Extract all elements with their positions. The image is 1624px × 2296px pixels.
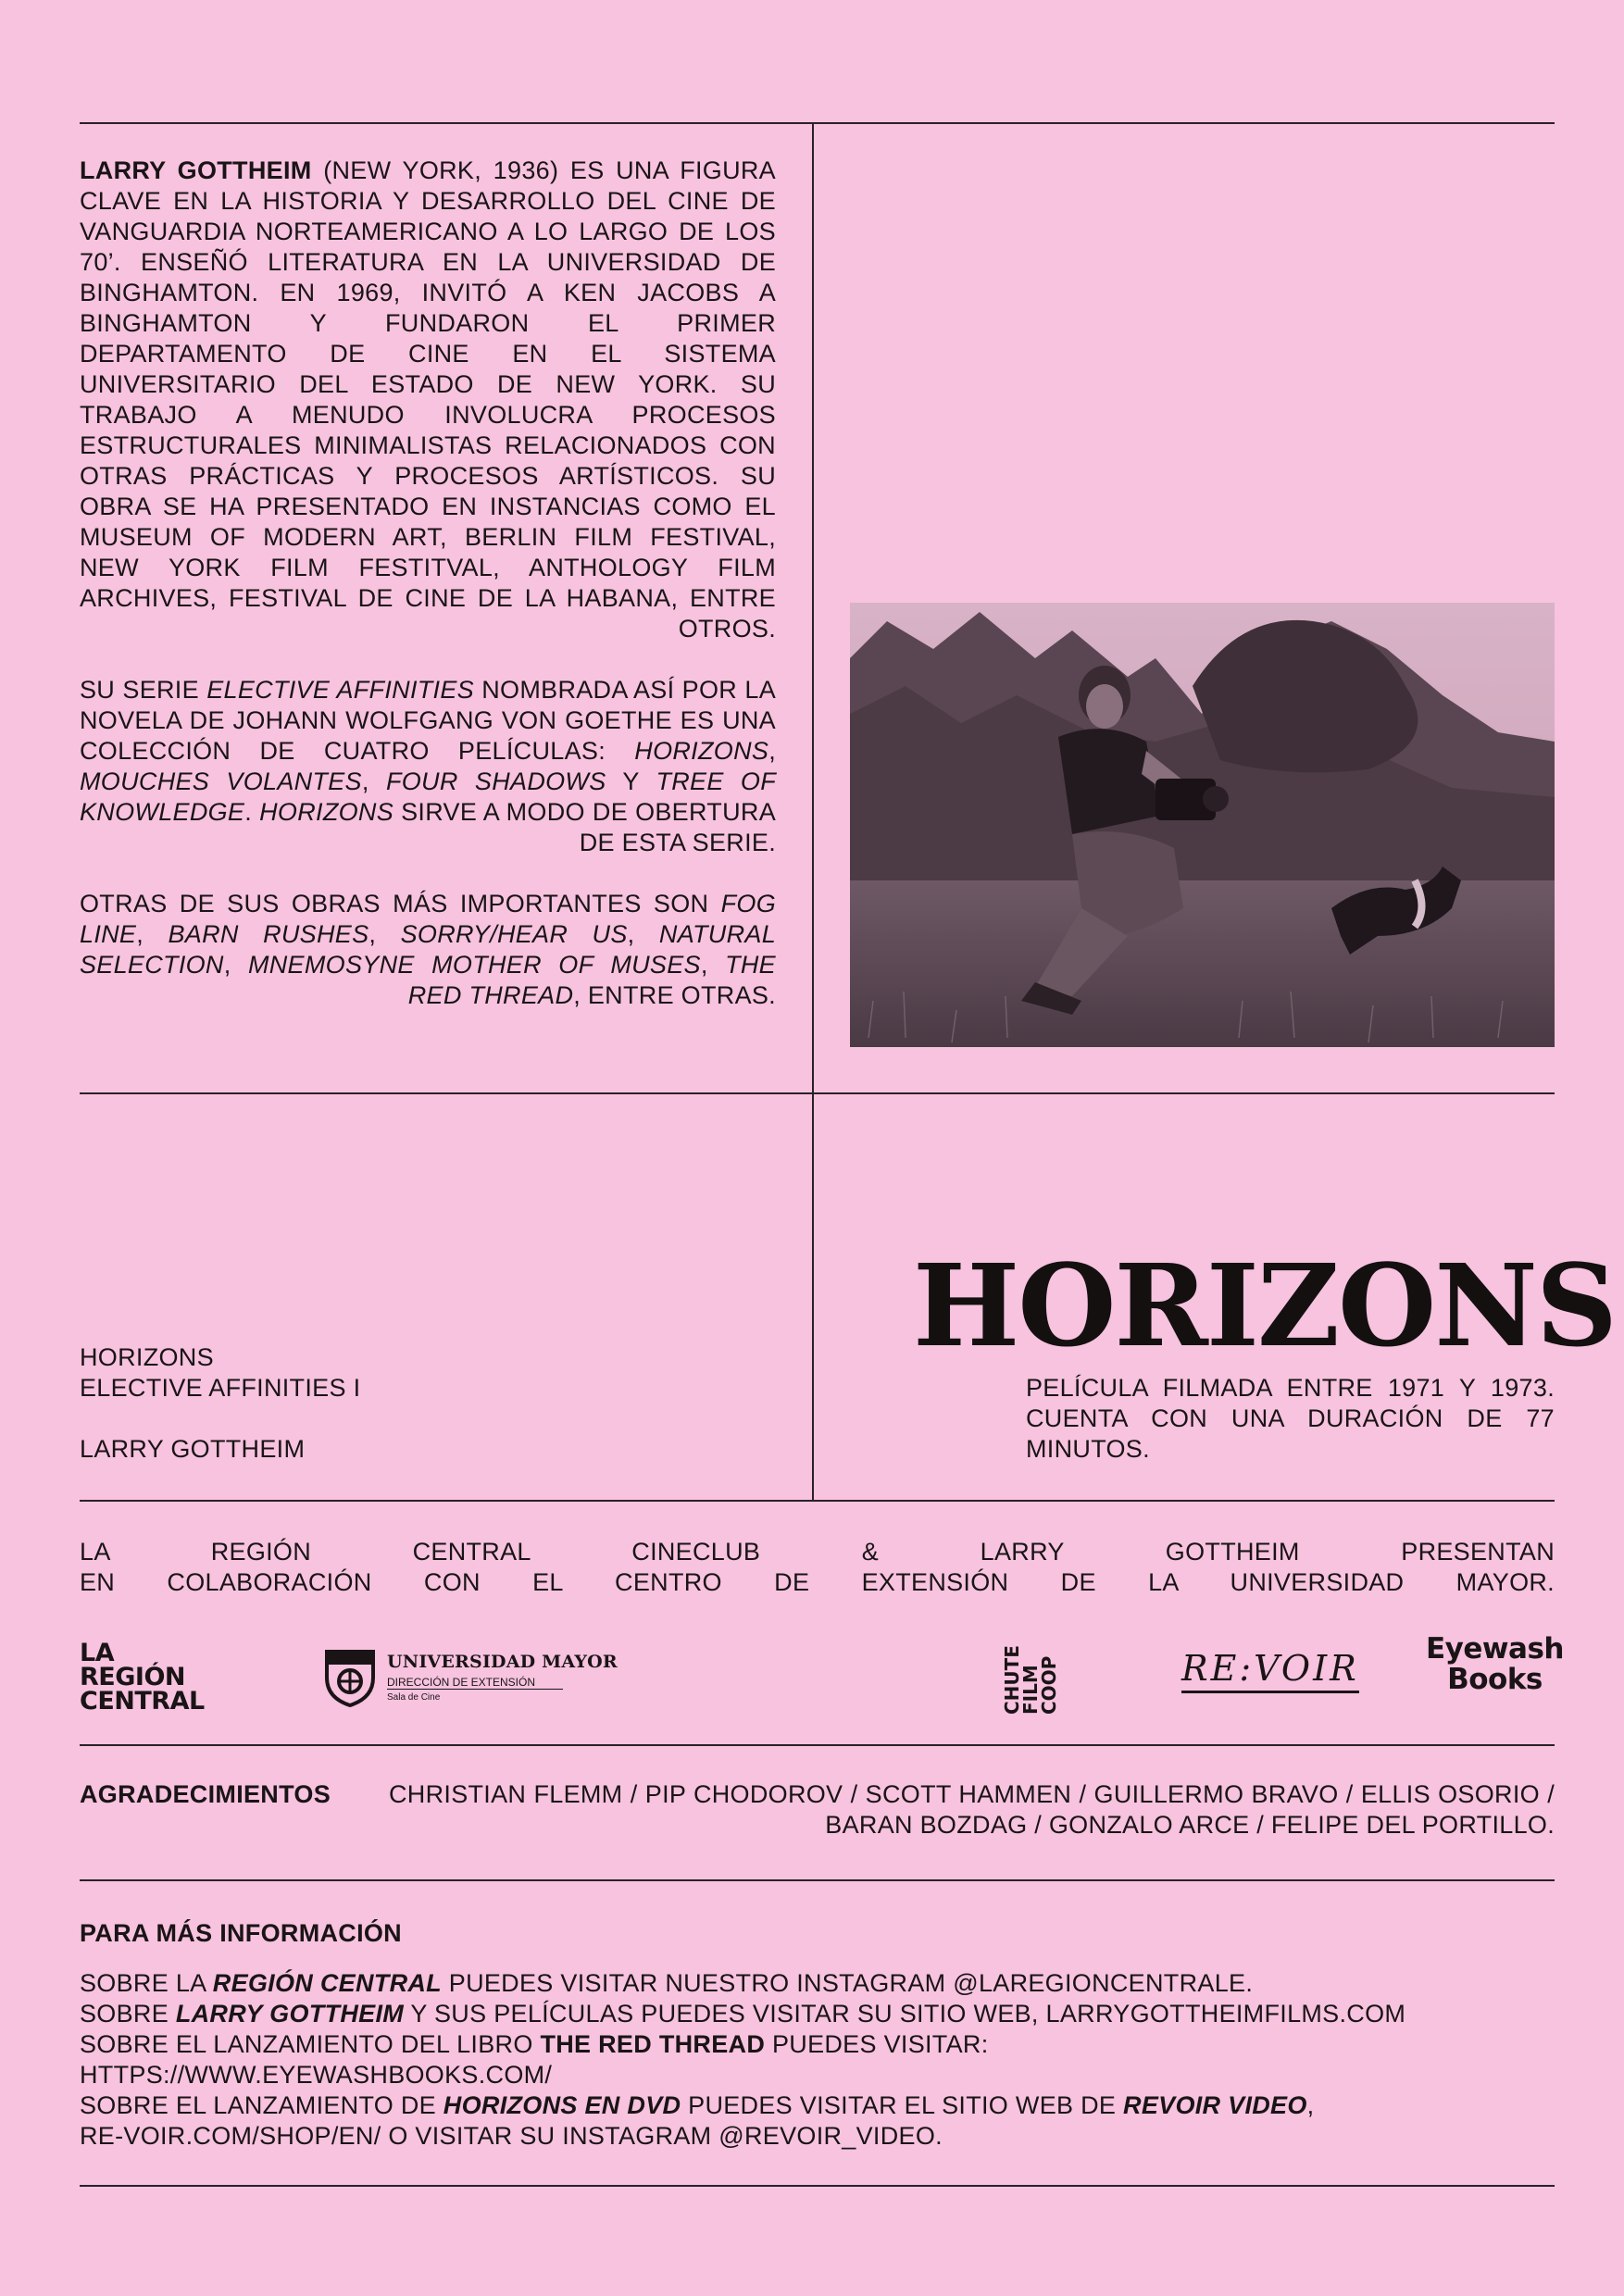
info-link[interactable]: RE-VOIR.COM/SHOP/EN/ O VISITAR SU INSTAGRAM @REVOIR_VIDEO. bbox=[80, 2122, 943, 2150]
film-photo bbox=[850, 603, 1555, 1047]
bio-paragraph-2 bbox=[80, 675, 776, 858]
logo-text: CENTRAL bbox=[80, 1687, 205, 1716]
logo-text: Books bbox=[1447, 1663, 1543, 1696]
divider-logos bbox=[80, 1744, 1555, 1746]
chute-film-coop-logo bbox=[996, 1639, 1080, 1722]
info-line bbox=[80, 1999, 1555, 2029]
divider-top bbox=[80, 122, 1555, 124]
info-text: , bbox=[1306, 2091, 1315, 2119]
page-title: HORIZONS bbox=[913, 1239, 1616, 1372]
info-section bbox=[80, 1968, 1555, 2152]
bio-paragraph-1 bbox=[80, 156, 776, 644]
info-line bbox=[80, 2029, 1555, 2060]
bio-text: NOMBRADA ASÍ POR LA NOVELA DE JOHANN WOLFGANG VON GOETHE ES UNA COLECCIÓN DE CUATRO PELÍCULAS: bbox=[80, 676, 776, 765]
bio-text: SU SERIE bbox=[80, 676, 207, 704]
bio-text: SIRVE A MODO DE OBERTURA DE ESTA SERIE. bbox=[394, 798, 777, 856]
info-line bbox=[80, 1968, 1555, 1999]
info-text: SOBRE EL LANZAMIENTO DEL LIBRO bbox=[80, 2030, 541, 2058]
credit-director: LARRY GOTTHEIM bbox=[80, 1435, 306, 1463]
info-heading: PARA MÁS INFORMACIÓN bbox=[80, 1919, 402, 1947]
credit-spacer bbox=[80, 1404, 635, 1434]
bio-text: , bbox=[369, 920, 401, 948]
bio-text: OTRAS DE SUS OBRAS MÁS IMPORTANTES SON bbox=[80, 890, 721, 917]
bio-paragraph-3 bbox=[80, 889, 776, 1011]
work-title: THE RED THREAD bbox=[407, 951, 776, 1009]
info-text: SOBRE LA bbox=[80, 1969, 213, 1997]
divider-thanks bbox=[80, 1879, 1555, 1881]
region-central-logo bbox=[80, 1641, 205, 1714]
info-emphasis: HORIZONS EN DVD bbox=[443, 2091, 681, 2119]
logo-text: CHUTE bbox=[1001, 1645, 1023, 1715]
bio-text: Y bbox=[606, 767, 656, 795]
logo-text: DIRECCIÓN DE EXTENSIÓN bbox=[387, 1676, 536, 1689]
director-name: LARRY GOTTHEIM bbox=[80, 156, 312, 184]
bio-text: , bbox=[223, 951, 248, 979]
divider-mid bbox=[80, 1092, 1555, 1094]
info-emphasis: LARRY GOTTHEIM bbox=[175, 2000, 405, 2028]
partner-logos bbox=[80, 1632, 1564, 1717]
divider-credits bbox=[80, 1500, 1555, 1502]
work-title: MNEMOSYNE MOTHER OF MUSES bbox=[247, 951, 701, 979]
info-link[interactable]: Y SUS PELÍCULAS PUEDES VISITAR SU SITIO WEB, LARRYGOTTHEIMFILMS.COM bbox=[404, 2000, 1406, 2028]
work-title: FOG LINE bbox=[80, 890, 776, 948]
info-link[interactable]: HTTPS://WWW.EYEWASHBOOKS.COM/ bbox=[80, 2061, 553, 2089]
eyewash-books-logo bbox=[1426, 1634, 1564, 1695]
film-description: PELÍCULA FILMADA ENTRE 1971 Y 1973. CUENTA CON UNA DURACIÓN DE 77 MINUTOS. bbox=[1026, 1374, 1555, 1463]
logo-text: FILM bbox=[1019, 1665, 1042, 1715]
presenters-line-2: EN COLABORACIÓN CON EL CENTRO DE EXTENSIÓN DE LA UNIVERSIDAD MAYOR. bbox=[80, 1568, 1555, 1596]
info-text: SOBRE EL LANZAMIENTO DE bbox=[80, 2091, 443, 2119]
biography bbox=[80, 156, 776, 1042]
film-title: HORIZONS bbox=[634, 737, 769, 765]
bio-text: (NEW YORK, 1936) ES UNA FIGURA CLAVE EN LA HISTORIA Y DESARROLLO DEL CINE DE VANGUARDIA NORTEAMERICANO A LO LARGO DE LOS 70’. ENSEÑÓ LITERATURA EN LA UNIVERSIDAD DE BINGHAMTON. EN 1969, INVITÓ A KEN JACOBS A BINGHAMTON Y FUNDARON EL PRIMER DEPARTAMENTO DE CINE EN EL SISTEMA UNIVERSITARIO DEL ESTADO DE NEW YORK. SU TRABAJO A MENUDO INVOLUCRA PROCESOS ESTRUCTURALES MINIMALISTAS RELACIONADOS CON OTRAS PRÁCTICAS Y PROCESOS ARTÍSTICOS. SU OBRA SE HA PRESENTADO EN INSTANCIAS COMO EL MUSEUM OF MODERN ART, BERLIN FILM FESTIVAL, NEW YORK FILM FESTITVAL, ANTHOLOGY FILM ARCHIVES, FESTIVAL DE CINE DE LA HABANA, ENTRE OTROS. bbox=[80, 156, 776, 643]
revoir-logo: RE:VOIR bbox=[1181, 1648, 1359, 1693]
info-line bbox=[80, 2090, 1555, 2121]
bio-text: , ENTRE OTRAS. bbox=[573, 981, 776, 1009]
info-text: PUEDES VISITAR: bbox=[765, 2030, 989, 2058]
logo-text: Eyewash bbox=[1426, 1632, 1564, 1666]
work-title: SORRY/HEAR US bbox=[400, 920, 628, 948]
film-title: FOUR SHADOWS bbox=[385, 767, 606, 795]
info-text: SOBRE bbox=[80, 2000, 176, 2028]
logo-text: Sala de Cine bbox=[387, 1692, 441, 1703]
info-emphasis: REVOIR VIDEO bbox=[1123, 2091, 1307, 2119]
thanks-heading: AGRADECIMIENTOS bbox=[80, 1780, 331, 1808]
series-title: ELECTIVE AFFINITIES bbox=[206, 676, 474, 704]
column-divider bbox=[812, 122, 814, 1500]
presenters-line-1: LA REGIÓN CENTRAL CINECLUB & LARRY GOTTHEIM PRESENTAN bbox=[80, 1538, 1555, 1566]
logo-text: COOP bbox=[1038, 1655, 1060, 1715]
bio-text: . bbox=[244, 798, 260, 826]
film-title: HORIZONS bbox=[259, 798, 394, 826]
university-crest-icon bbox=[322, 1646, 378, 1707]
divider-bottom bbox=[80, 2185, 1555, 2187]
bio-text: , bbox=[361, 767, 386, 795]
bio-text: , bbox=[768, 737, 776, 765]
credit-film-title: HORIZONS bbox=[80, 1343, 214, 1371]
work-title: BARN RUSHES bbox=[168, 920, 369, 948]
film-credits bbox=[80, 1342, 635, 1465]
universidad-mayor-logo bbox=[322, 1646, 618, 1711]
info-text: PUEDES VISITAR NUESTRO INSTAGRAM @LAREGIONCENTRALE. bbox=[441, 1969, 1254, 1997]
chute-film-coop-mark bbox=[996, 1639, 1080, 1722]
bio-text: , bbox=[136, 920, 169, 948]
presenters bbox=[80, 1537, 1555, 1598]
credit-series: ELECTIVE AFFINITIES I bbox=[80, 1374, 361, 1402]
info-text: PUEDES VISITAR EL SITIO WEB DE bbox=[681, 2091, 1124, 2119]
logo-rule bbox=[387, 1689, 563, 1690]
film-title: TREE OF KNOWLEDGE bbox=[80, 767, 777, 826]
logo-text: REGIÓN bbox=[80, 1663, 185, 1691]
info-emphasis: REGIÓN CENTRAL bbox=[212, 1969, 442, 1997]
logo-text: UNIVERSIDAD MAYOR bbox=[387, 1652, 618, 1672]
thanks-list: CHRISTIAN FLEMM / PIP CHODOROV / SCOTT HAMMEN / GUILLERMO BRAVO / ELLIS OSORIO / BARAN BOZDAG / GONZALO ARCE / FELIPE DEL PORTILLO. bbox=[389, 1780, 1555, 1839]
logo-text: LA bbox=[80, 1639, 115, 1667]
work-title: NATURAL SELECTION bbox=[80, 920, 777, 979]
film-title: MOUCHES VOLANTES bbox=[80, 767, 362, 795]
bio-text: , bbox=[700, 951, 726, 979]
bio-text: , bbox=[627, 920, 659, 948]
info-emphasis: THE RED THREAD bbox=[540, 2030, 766, 2058]
